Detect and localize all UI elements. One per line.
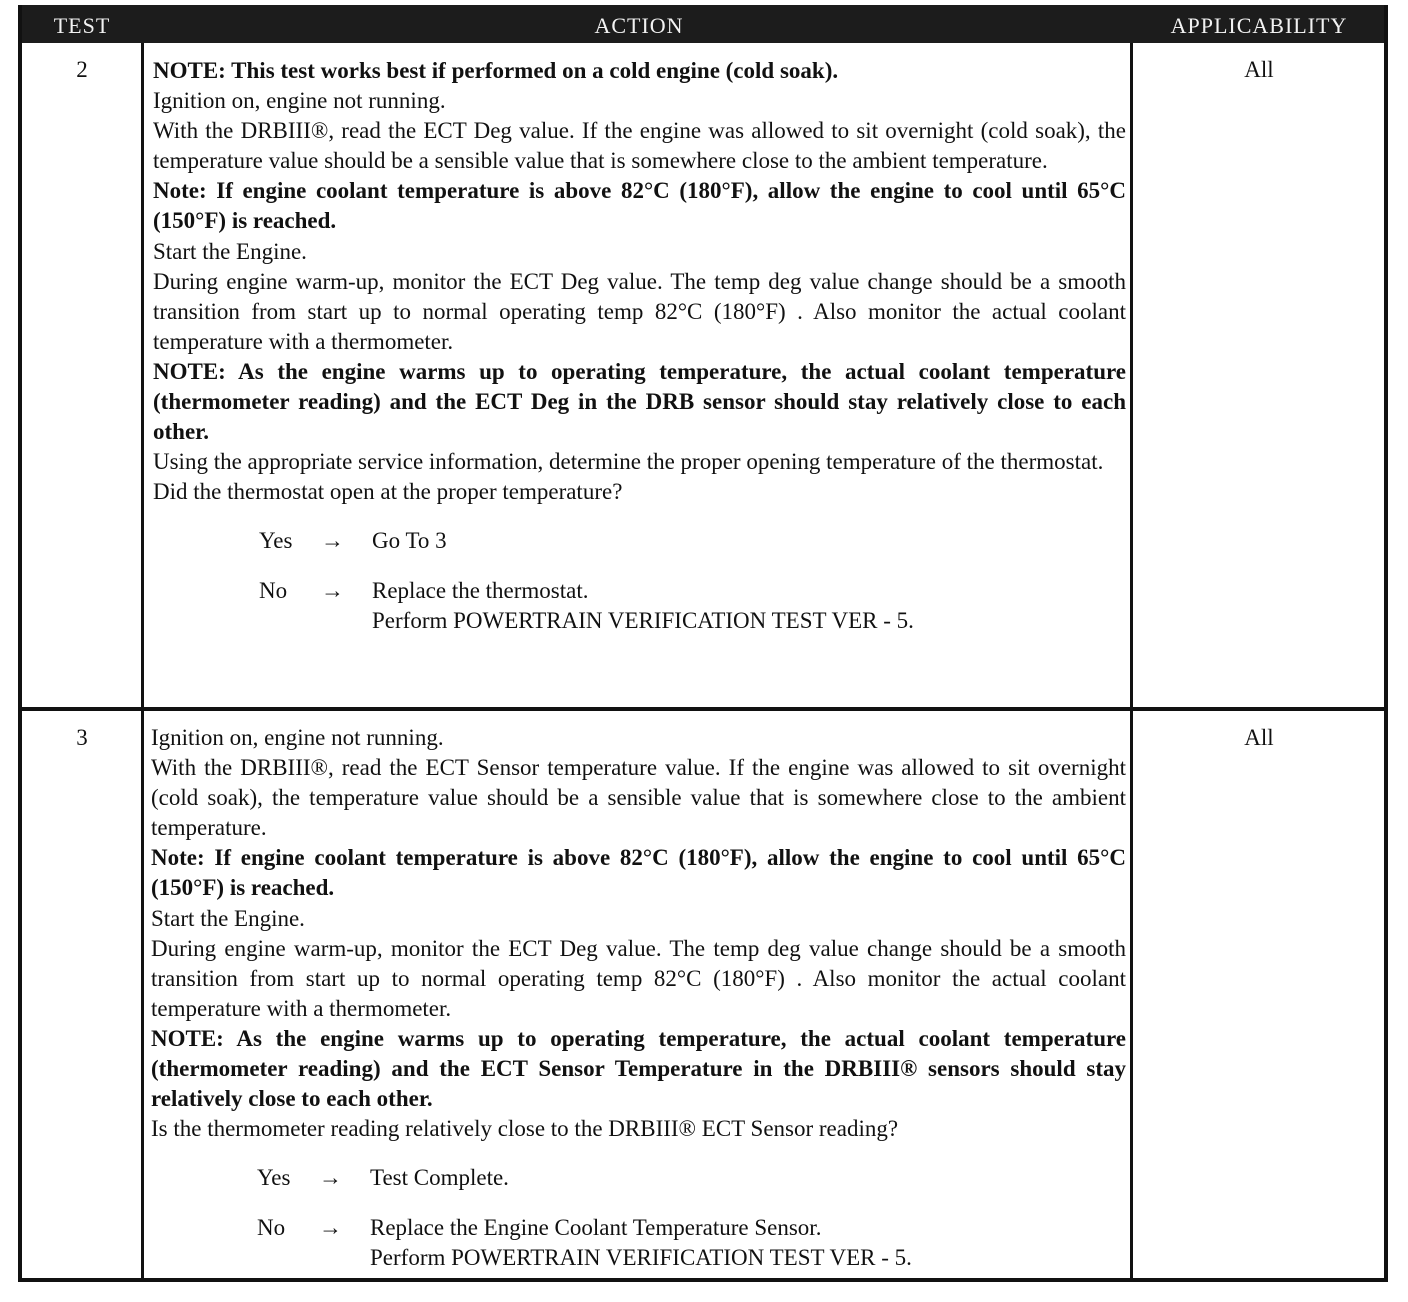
table-header xyxy=(22,5,1384,43)
action-step: During engine warm-up, monitor the ECT Deg value. The temp deg value change should be a smooth transition from start up to normal operating temp 82°C (180°F) . Also monitor the actual coolant temperature with a thermometer. xyxy=(151,935,1126,1021)
action-step: Ignition on, engine not running. xyxy=(151,725,444,750)
arrow-right-icon: → xyxy=(319,1165,342,1191)
arrow-right-icon: → xyxy=(321,528,344,554)
test-number: 3 xyxy=(76,725,88,750)
note-warm-up: NOTE: As the engine warms up to operating temperature, the actual coolant temperature (thermometer reading) and the ECT Deg in the DRB sensor should stay relatively close to each other. xyxy=(153,358,1126,445)
header-test: TEST xyxy=(53,13,111,38)
choice-result: Test Complete. xyxy=(370,1165,509,1191)
action-question: Did the thermostat open at the proper temperature? xyxy=(153,479,623,505)
choice-label: No xyxy=(259,578,288,604)
action-step: Start the Engine. xyxy=(153,238,307,264)
action-step: With the DRBIII®, read the ECT Sensor temperature value. If the engine was allowed to sit overnight (cold soak), the temperature value should be a sensible value that is somewhere close to the ambient temperature. xyxy=(151,755,1126,841)
note-coolant-temp: Note: If engine coolant temperature is above 82°C (180°F), allow the engine to cool until 65°C (150°F) is reached. xyxy=(151,845,1126,901)
action-step: Ignition on, engine not running. xyxy=(153,88,446,114)
action-question: Is the thermometer reading relatively close to the DRBIII® ECT Sensor reading? xyxy=(151,1116,899,1142)
action-step: Start the Engine. xyxy=(151,905,305,931)
table-row xyxy=(22,43,1384,707)
choice-yes xyxy=(153,526,1126,556)
applicability-value: All xyxy=(1244,57,1274,82)
header-applicability: APPLICABILITY xyxy=(1170,13,1348,38)
diagnostic-test-table xyxy=(18,5,1388,1282)
choice-yes xyxy=(151,1163,1126,1193)
choice-no xyxy=(153,576,1126,636)
choice-result: Go To 3 xyxy=(372,528,447,554)
choice-result-followup: Perform POWERTRAIN VERIFICATION TEST VER - 5. xyxy=(372,608,914,634)
header-action: ACTION xyxy=(594,13,684,38)
arrow-right-icon: → xyxy=(319,1215,342,1241)
note-cold-soak: NOTE: This test works best if performed on a cold engine (cold soak). xyxy=(153,58,839,83)
choice-label: Yes xyxy=(259,528,293,554)
action-step: Using the appropriate service information, determine the proper opening temperature of the thermostat. xyxy=(153,449,1104,475)
action-cell xyxy=(151,723,1126,1273)
choice-label: Yes xyxy=(257,1165,291,1191)
answer-choices xyxy=(153,526,1126,636)
test-number: 2 xyxy=(76,57,88,82)
action-step: During engine warm-up, monitor the ECT Deg value. The temp deg value change should be a smooth transition from start up to normal operating temp 82°C (180°F) . Also monitor the actual coolant temperature with a thermometer. xyxy=(153,268,1126,354)
choice-result: Replace the thermostat. xyxy=(372,578,589,604)
choice-no xyxy=(151,1213,1126,1273)
applicability-value: All xyxy=(1244,725,1274,750)
choice-result-followup: Perform POWERTRAIN VERIFICATION TEST VER - 5. xyxy=(370,1245,912,1271)
note-warm-up: NOTE: As the engine warms up to operating temperature, the actual coolant temperature (thermometer reading) and the ECT Sensor Temperature in the DRBIII® sensors should stay relatively close to each other. xyxy=(151,1025,1126,1112)
arrow-right-icon: → xyxy=(321,578,344,604)
action-cell xyxy=(153,56,1126,636)
choice-result: Replace the Engine Coolant Temperature Sensor. xyxy=(370,1215,822,1241)
note-coolant-temp: Note: If engine coolant temperature is above 82°C (180°F), allow the engine to cool until 65°C (150°F) is reached. xyxy=(153,178,1126,234)
choice-label: No xyxy=(257,1215,286,1241)
answer-choices xyxy=(151,1163,1126,1273)
action-step: With the DRBIII®, read the ECT Deg value. If the engine was allowed to sit overnight (cold soak), the temperature value should be a sensible value that is somewhere close to the ambient temperature. xyxy=(153,118,1126,174)
table-row xyxy=(22,711,1384,1278)
